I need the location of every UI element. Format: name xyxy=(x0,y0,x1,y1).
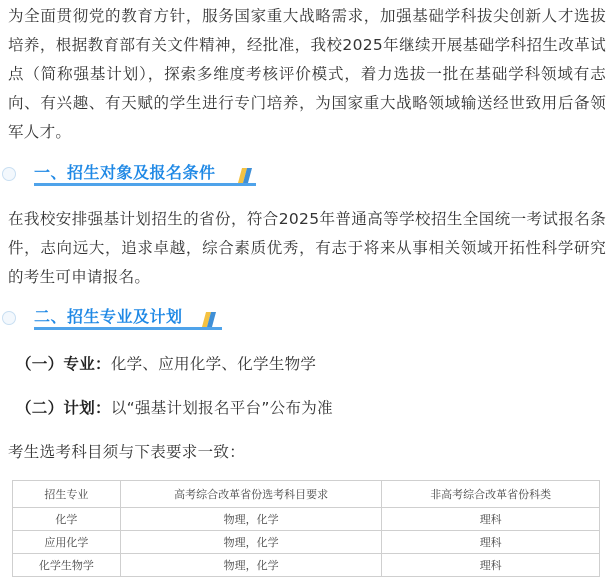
table-row xyxy=(13,508,600,531)
section-heading-majors xyxy=(0,302,300,332)
table-header-row xyxy=(13,481,600,508)
item-value: 化学、应用化学、化学生物学 xyxy=(110,355,317,373)
table-cell: 化学 xyxy=(13,508,121,531)
column-header: 高考综合改革省份选考科目要求 xyxy=(120,481,382,508)
table-cell: 理科 xyxy=(382,508,600,531)
subject-requirements-table xyxy=(12,480,600,577)
circle-bullet-icon xyxy=(2,167,16,181)
eligibility-paragraph: 在我校安排强基计划招生的省份，符合2025年普通高等学校招生全国统一考试报名条件，志向远大，追求卓越，综合素质优秀，有志于将来从事相关领域开拓性科学研究的考生可申请报名。 xyxy=(8,210,606,286)
table-row xyxy=(13,531,600,554)
item-value: 以“强基计划报名平台”公布为准 xyxy=(110,399,333,417)
table-cell: 物理，化学 xyxy=(120,531,382,554)
table-cell: 理科 xyxy=(382,531,600,554)
section-title: 二、招生专业及计划 xyxy=(34,307,183,326)
column-header: 招生专业 xyxy=(13,481,121,508)
flag-decoration-icon xyxy=(240,168,250,183)
circle-bullet-icon xyxy=(2,311,16,325)
table-row xyxy=(13,554,600,577)
column-header: 非高考综合改革省份科类 xyxy=(382,481,600,508)
section-title: 一、招生对象及报名条件 xyxy=(34,163,216,182)
table-intro: 考生选考科目须与下表要求一致： xyxy=(8,443,246,461)
intro-paragraph: 为全面贯彻党的教育方针，服务国家重大战略需求，加强基础学科拔尖创新人才选拔培养，根据教育部有关文件精神，经批准，我校2025年继续开展基础学科招生改革试点（简称强基计划），探索多维度考核评价模式，着力选拔一批在基础学科领域有志向、有兴趣、有天赋的学生进行专门培养，为国家重大战略领域输送经世致用后备领军人才。 xyxy=(8,7,606,141)
title-underline xyxy=(34,327,222,330)
table-cell: 物理，化学 xyxy=(120,508,382,531)
flag-decoration-icon xyxy=(204,312,214,327)
plan-item xyxy=(16,396,333,418)
table-cell: 化学生物学 xyxy=(13,554,121,577)
table-cell: 理科 xyxy=(382,554,600,577)
majors-item xyxy=(16,352,316,374)
item-key: （二）计划： xyxy=(16,399,111,417)
table-cell: 应用化学 xyxy=(13,531,121,554)
section-heading-eligibility xyxy=(0,158,300,188)
table-cell: 物理，化学 xyxy=(120,554,382,577)
item-key: （一）专业： xyxy=(16,355,111,373)
title-underline xyxy=(34,183,256,186)
